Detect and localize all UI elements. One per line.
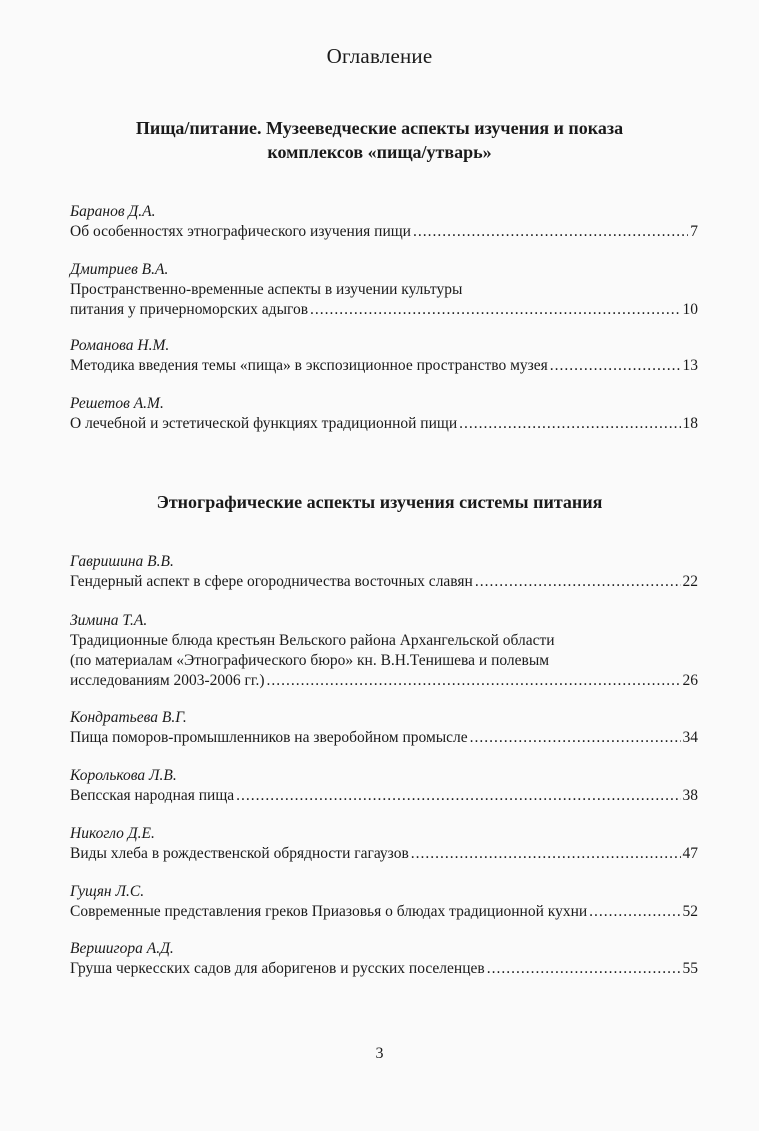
entry-page: 22 bbox=[682, 573, 698, 590]
entry-author: Гавришина В.В. bbox=[70, 553, 174, 570]
toc-entry[interactable] bbox=[70, 260, 698, 320]
entry-page: 38 bbox=[682, 787, 698, 804]
entry-page: 52 bbox=[682, 903, 698, 920]
entry-title: Груша черкесских садов для аборигенов и русских поселенцев bbox=[70, 960, 485, 977]
entry-page: 7 bbox=[690, 223, 698, 240]
entry-author: Гущян Л.С. bbox=[70, 883, 145, 900]
toc-entry[interactable] bbox=[70, 611, 698, 691]
entry-title: исследованиям 2003-2006 гг.) bbox=[70, 672, 265, 689]
section-heading-line: комплексов «пища/утварь» bbox=[267, 142, 492, 162]
entry-author: Романова Н.М. bbox=[70, 337, 170, 354]
entry-title-line[interactable] bbox=[70, 786, 698, 806]
entry-title: Вепсская народная пища bbox=[70, 787, 235, 804]
dot-leader bbox=[310, 300, 680, 320]
section-heading bbox=[60, 490, 699, 514]
entry-title-line[interactable] bbox=[70, 959, 698, 979]
entry-title-line[interactable] bbox=[70, 572, 698, 592]
dot-leader bbox=[589, 902, 680, 922]
toc-entry[interactable] bbox=[70, 939, 698, 979]
toc-entry[interactable] bbox=[70, 336, 698, 376]
entry-page: 10 bbox=[682, 301, 698, 318]
toc-entry[interactable] bbox=[70, 394, 698, 434]
entry-title-line[interactable] bbox=[70, 671, 698, 691]
entry-page: 26 bbox=[682, 672, 698, 689]
dot-leader bbox=[236, 786, 680, 806]
dot-leader bbox=[487, 959, 681, 979]
entry-title-line[interactable] bbox=[70, 728, 698, 748]
entry-title-line[interactable] bbox=[70, 414, 698, 434]
entry-title: Гендерный аспект в сфере огородничества восточных славян bbox=[70, 573, 473, 590]
dot-leader bbox=[550, 356, 681, 376]
toc-entry[interactable] bbox=[70, 202, 698, 242]
entry-author: Решетов А.М. bbox=[70, 395, 164, 412]
entry-page: 34 bbox=[682, 729, 698, 746]
entry-title: Традиционные блюда крестьян Вельского района Архангельской области bbox=[70, 632, 555, 649]
page-title: Оглавление bbox=[326, 44, 433, 68]
entry-title: Методика введения темы «пища» в экспозиционное пространство музея bbox=[70, 357, 548, 374]
entry-title-line[interactable] bbox=[70, 300, 698, 320]
toc-entry[interactable] bbox=[70, 552, 698, 592]
dot-leader bbox=[475, 572, 681, 592]
entry-page: 13 bbox=[682, 357, 698, 374]
entry-author: Королькова Л.В. bbox=[70, 767, 177, 784]
entry-title-line[interactable] bbox=[70, 902, 698, 922]
entry-author: Вершигора А.Д. bbox=[70, 940, 174, 957]
entry-title: Об особенностях этнографического изучения пищи bbox=[70, 223, 411, 240]
dot-leader bbox=[459, 414, 680, 434]
dot-leader bbox=[267, 671, 681, 691]
entry-author: Дмитриев В.А. bbox=[70, 261, 169, 278]
entry-author: Баранов Д.А. bbox=[70, 203, 156, 220]
entry-title: (по материалам «Этнографического бюро» кн. В.Н.Тенишева и полевым bbox=[70, 652, 550, 669]
section-heading-line: Пища/питание. Музееведческие аспекты изучения и показа bbox=[135, 118, 624, 138]
section-heading bbox=[60, 116, 699, 164]
entry-title-line[interactable] bbox=[70, 844, 698, 864]
entry-title-line[interactable] bbox=[70, 222, 698, 242]
toc-entry[interactable] bbox=[70, 824, 698, 864]
entry-title: Пространственно-временные аспекты в изучении культуры bbox=[70, 281, 463, 298]
entry-title: О лечебной и эстетической функциях традиционной пищи bbox=[70, 415, 458, 432]
entry-author: Зимина Т.А. bbox=[70, 612, 148, 629]
dot-leader bbox=[413, 222, 688, 242]
page-number: 3 bbox=[375, 1045, 384, 1062]
entry-title: Современные представления греков Приазовья о блюдах традиционной кухни bbox=[70, 903, 588, 920]
toc-entry[interactable] bbox=[70, 882, 698, 922]
entry-page: 55 bbox=[682, 960, 698, 977]
entry-author: Никогло Д.Е. bbox=[70, 825, 155, 842]
entry-author: Кондратьева В.Г. bbox=[70, 709, 187, 726]
toc-entry[interactable] bbox=[70, 766, 698, 806]
entry-page: 18 bbox=[682, 415, 698, 432]
section-heading-line: Этнографические аспекты изучения системы питания bbox=[156, 492, 603, 512]
toc-entry[interactable] bbox=[70, 708, 698, 748]
entry-title-line[interactable] bbox=[70, 356, 698, 376]
dot-leader bbox=[470, 728, 681, 748]
entry-title: Пища поморов-промышленников на зверобойном промысле bbox=[70, 729, 468, 746]
entry-title: питания у причерноморских адыгов bbox=[70, 301, 309, 318]
entry-page: 47 bbox=[682, 845, 698, 862]
dot-leader bbox=[411, 844, 681, 864]
entry-title: Виды хлеба в рождественской обрядности гагаузов bbox=[70, 845, 409, 862]
